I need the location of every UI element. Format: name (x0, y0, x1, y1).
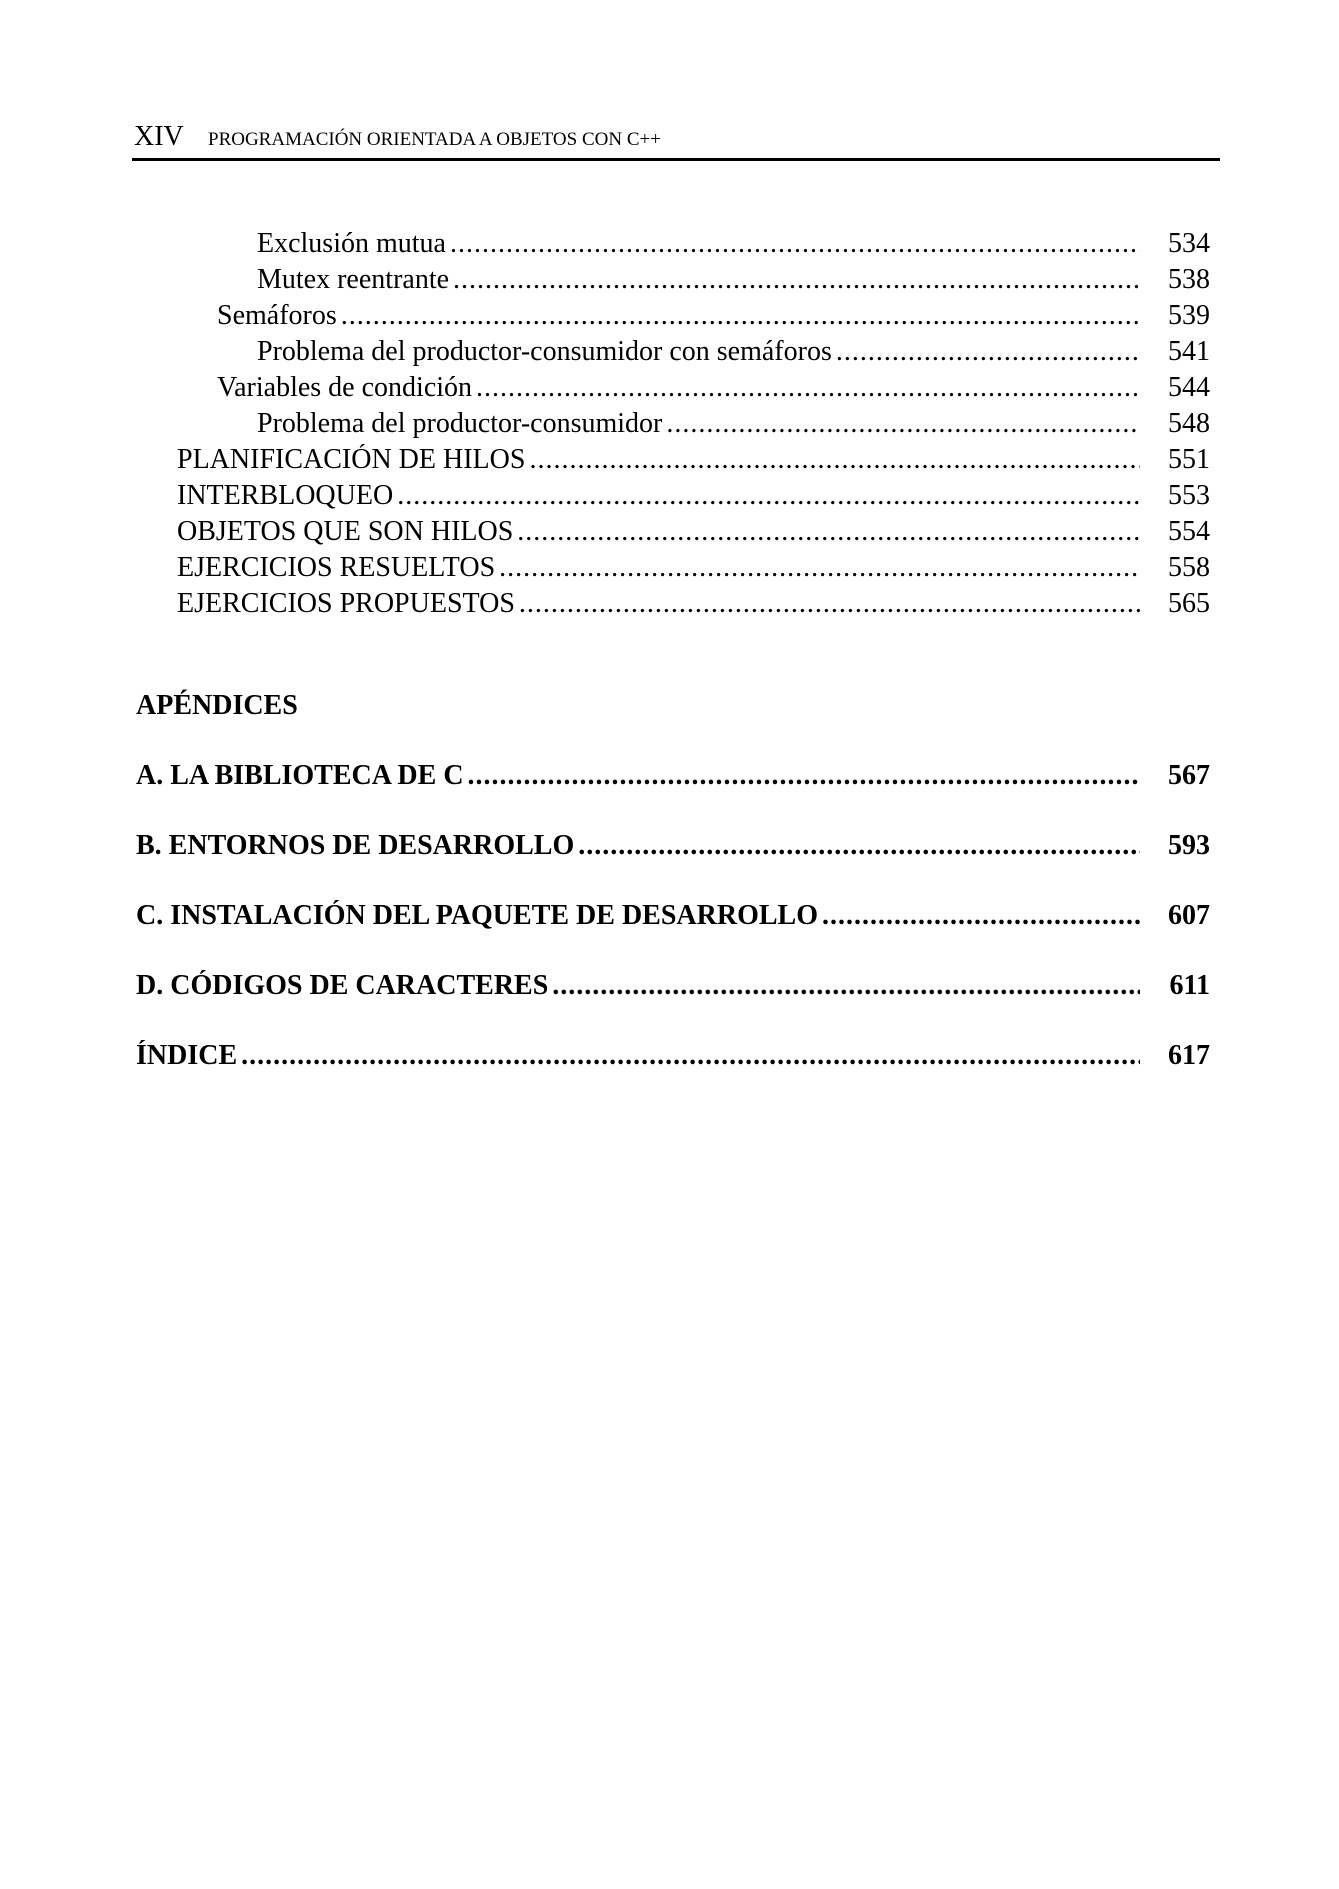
toc-entry[interactable] (257, 336, 1210, 370)
toc-entry[interactable] (217, 300, 1210, 334)
toc-entry[interactable] (257, 408, 1210, 442)
toc-entry-title: PLANIFICACIÓN DE HILOS (177, 444, 526, 475)
toc-entry-page: 538 (1168, 264, 1210, 295)
toc-entry-page: 565 (1168, 588, 1210, 619)
dot-leader (241, 1040, 1140, 1072)
appendix-entry-title: C. INSTALACIÓN DEL PAQUETE DE DESARROLLO (136, 900, 818, 931)
toc-entry-page: 544 (1168, 372, 1210, 403)
toc-entry-title: Semáforos (217, 300, 337, 331)
toc-entry[interactable] (177, 516, 1210, 550)
toc-entry-page: 551 (1168, 444, 1210, 475)
toc-entry-title: EJERCICIOS RESUELTOS (177, 552, 496, 583)
appendix-entry[interactable] (136, 1040, 1210, 1076)
dot-leader (499, 552, 1140, 584)
appendix-entry-title: A. LA BIBLIOTECA DE C (136, 760, 464, 791)
toc-entry-title: OBJETOS QUE SON HILOS (177, 516, 514, 547)
appendix-entry[interactable] (136, 900, 1210, 936)
running-header (132, 118, 1220, 161)
appendix-entry-page: 593 (1168, 830, 1210, 861)
toc-entry-title: Problema del productor-consumidor con semáforos (257, 336, 832, 367)
toc-entry[interactable] (177, 480, 1210, 514)
dot-leader (468, 760, 1140, 792)
appendix-entry[interactable] (136, 970, 1210, 1006)
appendices-heading: APÉNDICES (136, 690, 298, 721)
dot-leader (450, 228, 1140, 260)
toc-entry-title: Problema del productor-consumidor (257, 408, 663, 439)
dot-leader (517, 516, 1140, 548)
toc-entry[interactable] (177, 588, 1210, 622)
dot-leader (476, 372, 1140, 404)
appendix-entry-page: 567 (1168, 760, 1210, 791)
appendix-entry-page: 617 (1168, 1040, 1210, 1071)
toc-entry-page: 539 (1168, 300, 1210, 331)
toc-entry-page: 548 (1168, 408, 1210, 439)
appendix-entry-title: B. ENTORNOS DE DESARROLLO (136, 830, 575, 861)
toc-entry-page: 541 (1168, 336, 1210, 367)
dot-leader (552, 970, 1140, 1002)
toc-entry-title: INTERBLOQUEO (177, 480, 394, 511)
toc-entry-page: 553 (1168, 480, 1210, 511)
dot-leader (529, 444, 1140, 476)
toc-entry[interactable] (217, 372, 1210, 406)
appendix-entry-page: 607 (1168, 900, 1210, 931)
toc-entry-title: Variables de condición (217, 372, 473, 403)
toc-entry-title: Mutex reentrante (257, 264, 450, 295)
toc-entry[interactable] (177, 552, 1210, 586)
dot-leader (453, 264, 1140, 296)
header-book-title: PROGRAMACIÓN ORIENTADA A OBJETOS CON C++ (208, 129, 661, 150)
toc-entry-page: 534 (1168, 228, 1210, 259)
dot-leader (519, 588, 1140, 620)
appendix-entry[interactable] (136, 830, 1210, 866)
toc-entry-page: 558 (1168, 552, 1210, 583)
dot-leader (836, 336, 1140, 368)
toc-entry-title: Exclusión mutua (257, 228, 446, 259)
dot-leader (822, 900, 1140, 932)
toc-entry[interactable] (177, 444, 1210, 478)
appendix-entry-page: 611 (1169, 970, 1210, 1001)
appendix-entry[interactable] (136, 760, 1210, 796)
toc-entry-page: 554 (1168, 516, 1210, 547)
appendix-entry-title: ÍNDICE (136, 1040, 238, 1071)
header-page-number: XIV (134, 121, 184, 152)
dot-leader (341, 300, 1140, 332)
toc-entry-title: EJERCICIOS PROPUESTOS (177, 588, 515, 619)
dot-leader (397, 480, 1140, 512)
toc-entry[interactable] (257, 228, 1210, 262)
appendix-entry-title: D. CÓDIGOS DE CARACTERES (136, 970, 549, 1001)
dot-leader (666, 408, 1140, 440)
dot-leader (578, 830, 1140, 862)
toc-entry[interactable] (257, 264, 1210, 298)
